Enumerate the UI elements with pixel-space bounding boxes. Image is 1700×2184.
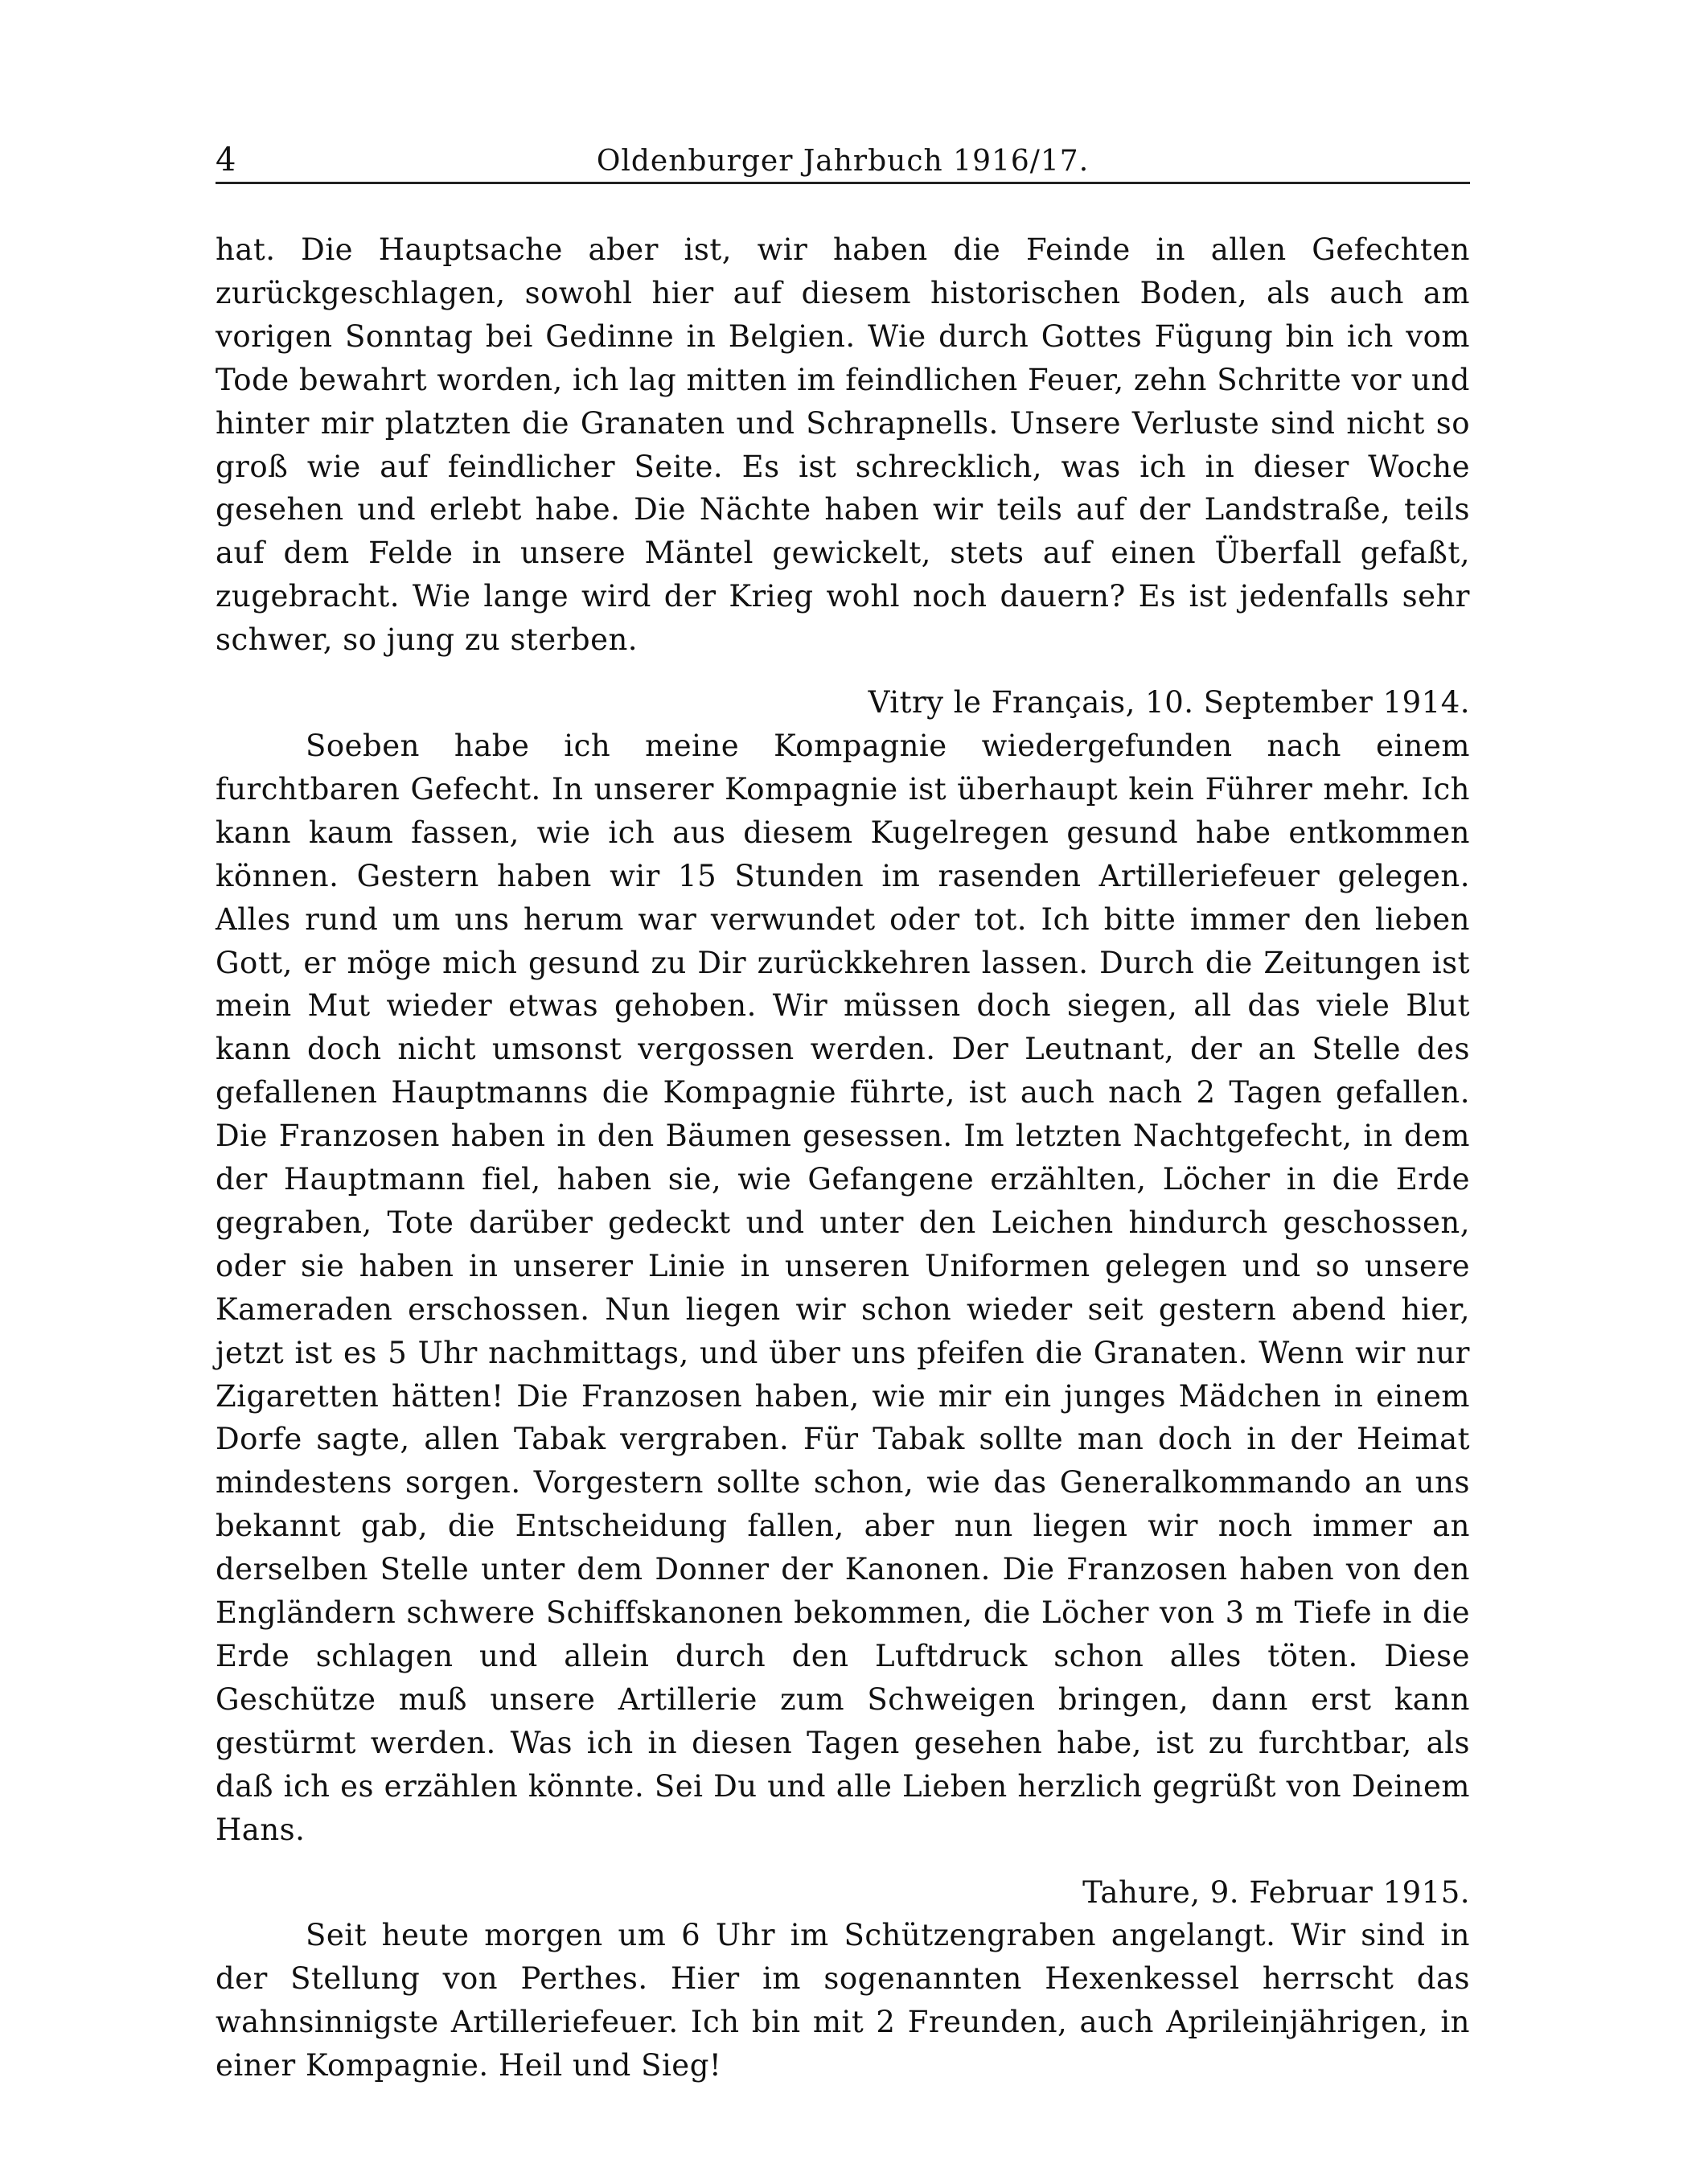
paragraph-continuation: hat. Die Hauptsache aber ist, wir haben die Feinde in allen Gefechten zurückgeschlagen, sowohl hier auf diesem historischen Boden, als auch am vorigen Sonntag bei Gedinne in Belgien. Wie durch Gottes Fügung bin ich vom Tode bewahrt worden, ich lag mitten im feindlichen Feuer, zehn Schritte vor und hinter mir platzten die Granaten und Schrapnells. Unsere Verluste sind nicht so groß wie auf feindlicher Seite. Es ist schrecklich, was ich in dieser Woche gesehen und erlebt habe. Die Nächte haben wir teils auf der Landstraße, teils auf dem Felde in unsere Mäntel gewickelt, stets auf einen Überfall gefaßt, zugebracht. Wie lange wird der Krieg wohl noch dauern? Es ist jedenfalls sehr schwer, so jung zu sterben. [216, 232, 1470, 658]
body-text [216, 228, 1470, 2088]
page-number: 4 [216, 142, 236, 179]
running-title: Oldenburger Jahrbuch 1916/17. [596, 145, 1090, 178]
paragraph-letter-vitry: Soeben habe ich meine Kompagnie wiedergefunden nach einem furchtbaren Gefecht. In unserer Kompagnie ist überhaupt kein Führer mehr. Ich kann kaum fassen, wie ich aus diesem Kugelregen gesund habe entkommen können. Gestern haben wir 15 Stunden im rasenden Artilleriefeuer gelegen. Alles rund um uns herum war verwundet oder tot. Ich bitte immer den lieben Gott, er möge mich gesund zu Dir zurückkehren lassen. Durch die Zeitungen ist mein Mut wieder etwas gehoben. Wir müssen doch siegen, all das viele Blut kann doch nicht umsonst vergossen werden. Der Leutnant, der an Stelle des gefallenen Hauptmanns die Kompagnie führte, ist auch nach 2 Tagen gefallen. Die Franzosen haben in den Bäumen gesessen. Im letzten Nachtgefecht, in dem der Hauptmann fiel, haben sie, wie Gefangene erzählten, Löcher in die Erde gegraben, Tote darüber gedeckt und unter den Leichen hindurch geschossen, oder sie haben in unserer Linie in unseren Uniformen gelegen und so unsere Kameraden erschossen. Nun liegen wir schon wieder seit gestern abend hier, jetzt ist es 5 Uhr nachmittags, und über uns pfeifen die Granaten. Wenn wir nur Zigaretten hätten! Die Franzosen haben, wie mir ein junges Mädchen in einem Dorfe sagte, allen Tabak vergraben. Für Tabak sollte man doch in der Heimat mindestens sorgen. Vorgestern sollte schon, wie das Generalkommando an uns bekannt gab, die Entscheidung fallen, aber nun liegen wir noch immer an derselben Stelle unter dem Donner der Kanonen. Die Franzosen haben von den Engländern schwere Schiffskanonen bekommen, die Löcher von 3 m Tiefe in die Erde schlagen und allein durch den Luftdruck schon alles töten. Diese Geschütze muß unsere Artillerie zum Schweigen bringen, dann erst kann gestürmt werden. Was ich in diesen Tagen gesehen habe, ist zu furchtbar, als daß ich es erzählen könnte. Sei Du und alle Lieben herzlich gegrüßt von Deinem Hans. [216, 728, 1470, 1847]
dateline-vitry: Vitry le Français, 10. September 1914. [868, 685, 1470, 720]
paragraph-letter-tahure: Seit heute morgen um 6 Uhr im Schützengraben angelangt. Wir sind in der Stellung von Perthes. Hier im sogenannten Hexenkessel herrscht das wahnsinnigste Artilleriefeuer. Ich bin mit 2 Freunden, auch Aprileinjährigen, in einer Kompagnie. Heil und Sieg! [216, 1918, 1470, 2083]
dateline-tahure: Tahure, 9. Februar 1915. [1082, 1874, 1470, 1910]
page-header [216, 142, 1470, 184]
